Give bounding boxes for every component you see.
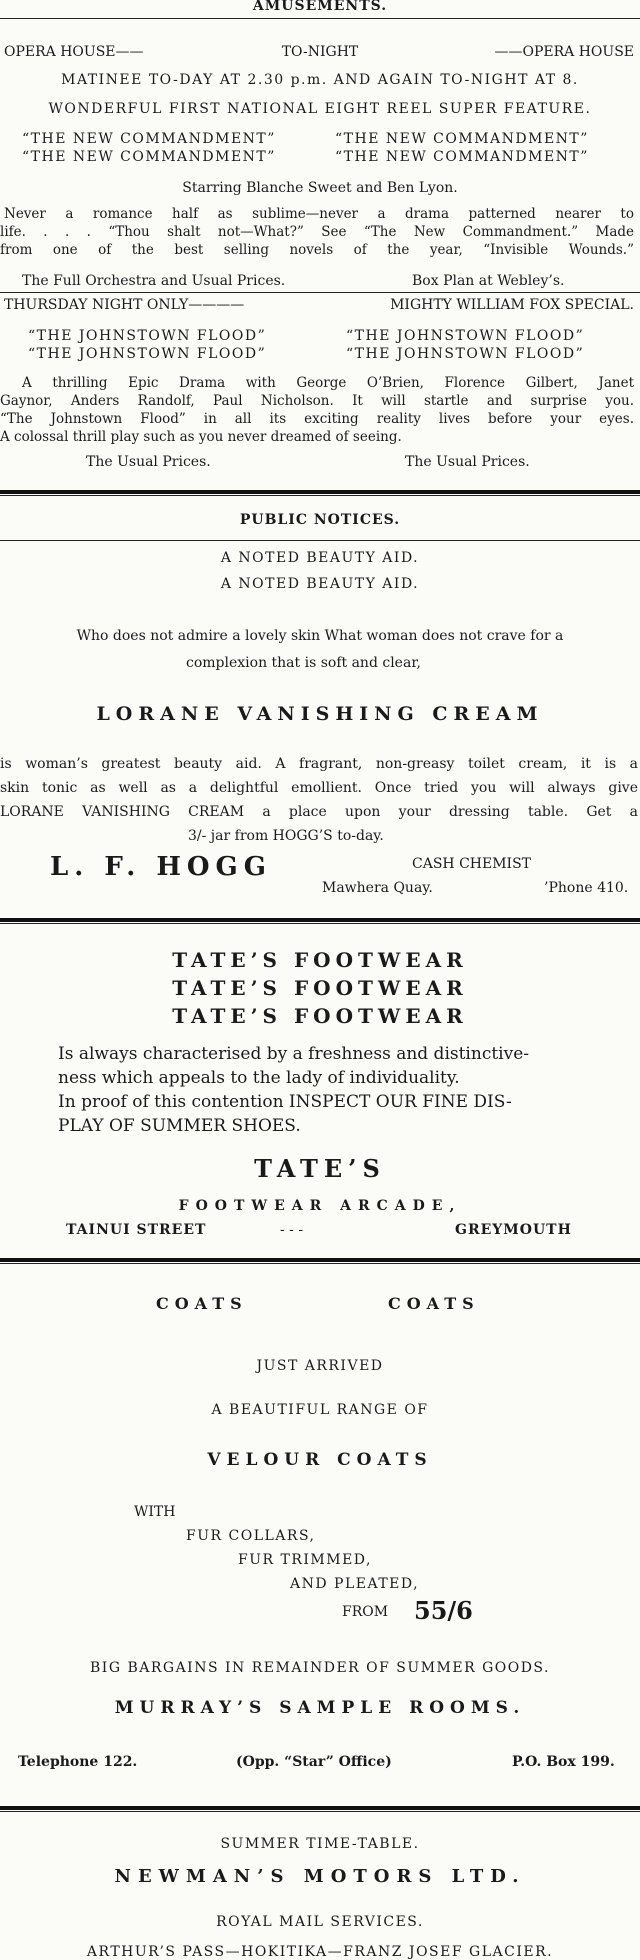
just-arrived: JUST ARRIVED bbox=[256, 1358, 384, 1374]
beautiful-range: A BEAUTIFUL RANGE OF bbox=[211, 1402, 429, 1418]
orchestra-line: The Full Orchestra and Usual Prices. bbox=[22, 273, 286, 289]
section-divider-1 bbox=[0, 490, 640, 496]
murrays-sample-rooms: MURRAY’S SAMPLE ROOMS. bbox=[114, 1698, 526, 1718]
opera-house-right: ——OPERA HOUSE bbox=[494, 44, 634, 60]
para2-l3: “The Johnstown Flood” in all its exciting reality lives before your eyes. bbox=[0, 411, 634, 427]
royal-mail: ROYAL MAIL SERVICES. bbox=[216, 1914, 424, 1930]
tates-body-l3: In proof of this contention INSPECT OUR FINE DIS- bbox=[58, 1092, 512, 1112]
notices-rule bbox=[0, 540, 640, 541]
with-label: WITH bbox=[134, 1504, 176, 1520]
footwear-arcade: FOOTWEAR ARCADE, bbox=[178, 1198, 462, 1214]
section-divider-4 bbox=[0, 1806, 640, 1812]
fox-line: MIGHTY WILLIAM FOX SPECIAL. bbox=[390, 297, 634, 313]
fur-trimmed: FUR TRIMMED, bbox=[238, 1552, 372, 1568]
flood-right-2: “THE JOHNSTOWN FLOOD” bbox=[346, 346, 585, 362]
cream-l3: LORANE VANISHING CREAM a place upon your dressing table. Get a bbox=[0, 804, 638, 820]
tainui-street: TAINUI STREET bbox=[66, 1222, 207, 1238]
thursday-rule bbox=[0, 292, 640, 293]
para2-l2: Gaynor, Anders Randolf, Paul Nicholson. It will startle and surprise you. bbox=[0, 393, 634, 409]
newman-section bbox=[0, 1814, 640, 1960]
section-divider-2 bbox=[0, 918, 640, 924]
tates-body-l2: ness which appeals to the lady of individuality. bbox=[58, 1068, 460, 1088]
amusements-header: AMUSEMENTS. bbox=[252, 0, 388, 14]
para1-l3: from one of the best selling novels of the year, “Invisible Wounds.” bbox=[0, 242, 634, 258]
box-plan-line: Box Plan at Webley’s. bbox=[412, 273, 565, 289]
tates-line-1: TATE’S FOOTWEAR bbox=[172, 948, 468, 972]
mawhera-quay: Mawhera Quay. bbox=[322, 880, 433, 896]
tonight-label: TO-NIGHT bbox=[281, 44, 359, 60]
telephone: Telephone 122. bbox=[18, 1754, 138, 1770]
para1-l2: life. . . . “Thou shalt not—What?” See “The New Commandment.” Made bbox=[0, 224, 634, 240]
section-divider-3 bbox=[0, 1258, 640, 1264]
tates-section bbox=[0, 926, 640, 1256]
cream-l2: skin tonic as well as a delightful emollient. Once tried you will always give bbox=[0, 780, 638, 796]
opera-house-left: OPERA HOUSE—— bbox=[4, 44, 144, 60]
tates-line-2: TATE’S FOOTWEAR bbox=[172, 976, 468, 1000]
route-line: ARTHUR’S PASS—HOKITIKA—FRANZ JOSEF GLACIER. bbox=[86, 1944, 554, 1960]
beauty-aid-1: A NOTED BEAUTY AID. bbox=[220, 550, 420, 566]
greymouth: GREYMOUTH bbox=[455, 1222, 572, 1238]
from-label: FROM bbox=[342, 1604, 389, 1620]
cash-chemist: CASH CHEMIST bbox=[412, 856, 532, 872]
public-notices-header: PUBLIC NOTICES. bbox=[239, 512, 401, 528]
matinee-line: MATINEE TO-DAY AT 2.30 p.m. AND AGAIN TO-NIGHT AT 8. bbox=[61, 72, 579, 88]
usual-prices-left: The Usual Prices. bbox=[86, 454, 211, 470]
flood-left-1: “THE JOHNSTOWN FLOOD” bbox=[28, 328, 267, 344]
opp-star-office: (Opp. “Star” Office) bbox=[236, 1754, 392, 1770]
tates-body-l4: PLAY OF SUMMER SHOES. bbox=[58, 1116, 301, 1136]
fur-collars: FUR COLLARS, bbox=[186, 1528, 316, 1544]
feature-line: WONDERFUL FIRST NATIONAL EIGHT REEL SUPER FEATURE. bbox=[48, 101, 592, 117]
beauty-aid-2: A NOTED BEAUTY AID. bbox=[220, 576, 420, 592]
cream-l1: is woman’s greatest beauty aid. A fragrant, non-greasy toilet cream, it is a bbox=[0, 756, 638, 772]
para1-l1: Never a romance half as sublime—never a drama patterned nearer to bbox=[4, 206, 634, 222]
velour-coats: VELOUR COATS bbox=[207, 1450, 433, 1470]
flood-left-2: “THE JOHNSTOWN FLOOD” bbox=[28, 346, 267, 362]
coats-section bbox=[0, 1266, 640, 1806]
and-pleated: AND PLEATED, bbox=[290, 1576, 420, 1592]
para2-l4: A colossal thrill play such as you never dreamed of seeing. bbox=[0, 429, 402, 445]
po-box: P.O. Box 199. bbox=[512, 1754, 615, 1770]
admire-l2: complexion that is soft and clear, bbox=[186, 655, 421, 671]
title-right-1: “THE NEW COMMANDMENT” bbox=[335, 131, 589, 147]
newmans-motors: NEWMAN’S MOTORS LTD. bbox=[114, 1866, 526, 1887]
para2-l1: A thrilling Epic Drama with George O’Brien, Florence Gilbert, Janet bbox=[22, 375, 634, 391]
flood-right-1: “THE JOHNSTOWN FLOOD” bbox=[346, 328, 585, 344]
tates-line-3: TATE’S FOOTWEAR bbox=[172, 1004, 468, 1028]
tates-signature: TATE’S bbox=[254, 1154, 386, 1183]
summer-timetable: SUMMER TIME-TABLE. bbox=[220, 1836, 420, 1852]
phone-number: ’Phone 410. bbox=[544, 880, 629, 896]
tates-body-l1: Is always characterised by a freshness and distinctive- bbox=[58, 1044, 530, 1064]
starring-line: Starring Blanche Sweet and Ben Lyon. bbox=[182, 180, 458, 196]
coats-price: 55/6 bbox=[414, 1596, 473, 1625]
amusements-section bbox=[0, 0, 640, 500]
coats-left: COATS bbox=[156, 1294, 248, 1313]
cream-l4: 3/- jar from HOGG’S to-day. bbox=[188, 828, 384, 844]
coats-right: COATS bbox=[388, 1294, 480, 1313]
thursday-line: THURSDAY NIGHT ONLY———— bbox=[4, 297, 245, 313]
title-right-2: “THE NEW COMMANDMENT” bbox=[335, 149, 589, 165]
usual-prices-right: The Usual Prices. bbox=[405, 454, 530, 470]
title-left-2: “THE NEW COMMANDMENT” bbox=[22, 149, 276, 165]
public-notices-section bbox=[0, 500, 640, 920]
address-dashes: - - - bbox=[280, 1222, 304, 1238]
cream-title: LORANE VANISHING CREAM bbox=[96, 703, 544, 725]
hogg-name: L. F. HOGG bbox=[50, 852, 272, 882]
admire-l1: Who does not admire a lovely skin What woman does not crave for a bbox=[76, 628, 564, 644]
header-rule bbox=[0, 18, 640, 19]
big-bargains: BIG BARGAINS IN REMAINDER OF SUMMER GOODS. bbox=[90, 1660, 550, 1676]
title-left-1: “THE NEW COMMANDMENT” bbox=[22, 131, 276, 147]
